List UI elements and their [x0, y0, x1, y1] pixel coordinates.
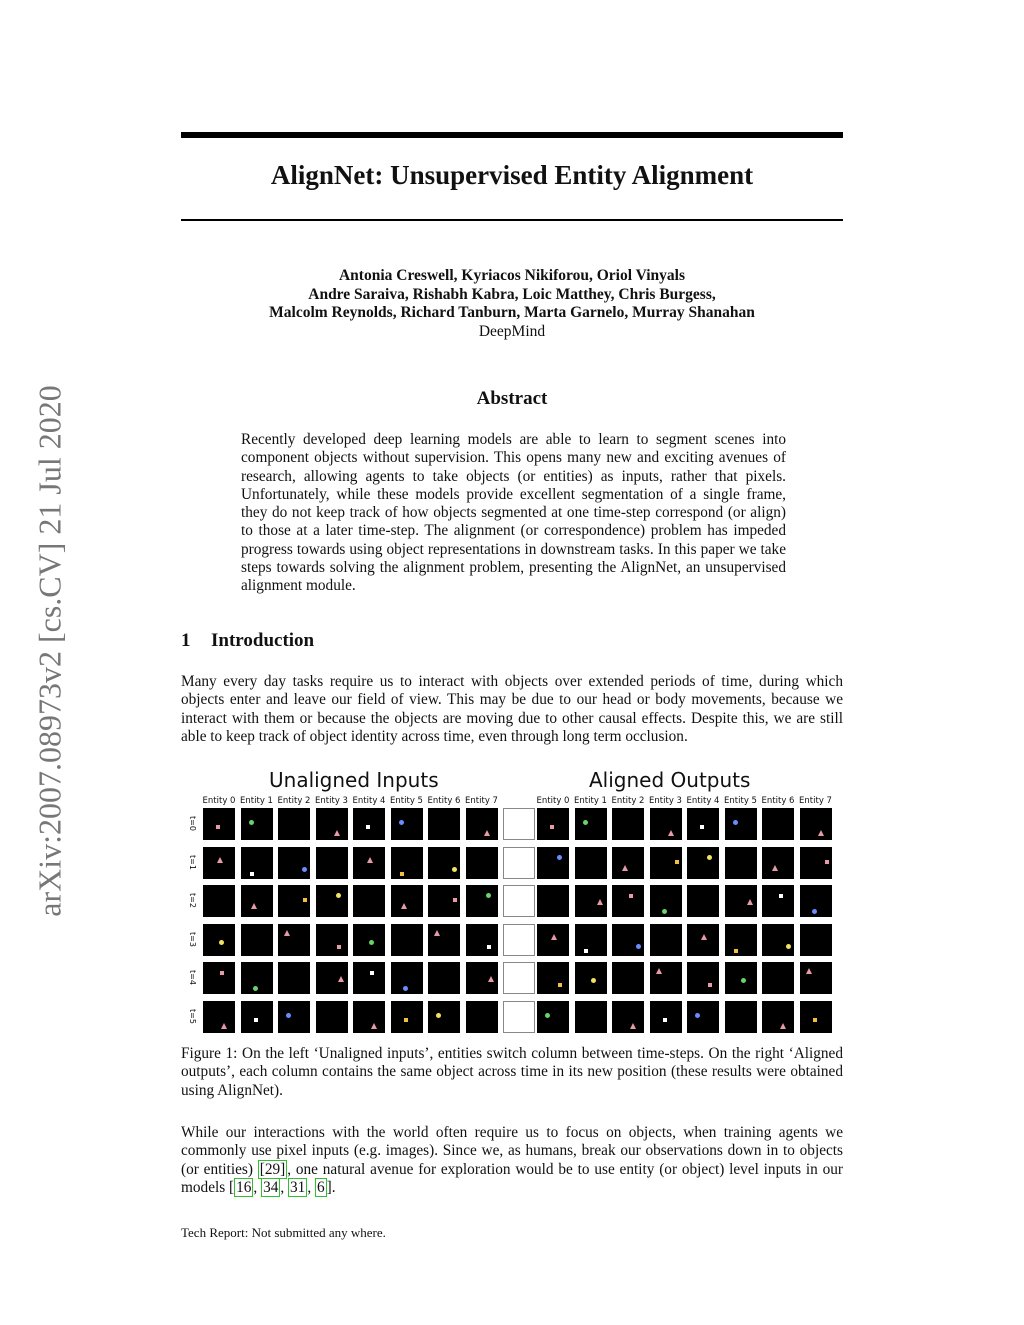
aligned-entity-frame — [650, 1001, 682, 1033]
aligned-entity-frame — [650, 847, 682, 879]
entity-object — [337, 945, 341, 949]
entity-label: Entity 0 — [536, 796, 570, 806]
entity-object — [367, 857, 373, 863]
entity-object — [434, 930, 440, 936]
entity-object — [668, 830, 674, 836]
aligned-entity-frame — [650, 962, 682, 994]
separator-frame — [503, 962, 535, 994]
arxiv-identifier-text: arXiv:2007.08973v2 [cs.CV] 21 Jul 2020 — [31, 385, 68, 917]
unaligned-entity-frame — [316, 924, 348, 956]
unaligned-entity-frame — [278, 885, 310, 917]
aligned-entity-frame — [537, 847, 569, 879]
entity-object — [221, 1023, 227, 1029]
entity-object — [249, 820, 254, 825]
aligned-entity-frame — [800, 808, 832, 840]
entity-object — [487, 945, 491, 949]
unaligned-entity-frame — [466, 962, 498, 994]
section-heading — [181, 630, 314, 652]
entity-object — [254, 1018, 258, 1022]
unaligned-entity-frame — [466, 924, 498, 956]
aligned-entity-frame — [612, 924, 644, 956]
entity-object — [250, 872, 254, 876]
unaligned-entity-frame — [428, 924, 460, 956]
unaligned-entity-frame — [391, 885, 423, 917]
unaligned-entity-frame — [353, 808, 385, 840]
aligned-entity-frame — [800, 1001, 832, 1033]
unaligned-entity-frame — [466, 885, 498, 917]
section-title: Introduction — [211, 630, 315, 651]
abstract-text: Recently developed deep learning models are able to learn to segment scenes into component objects without supervision. This opens many new and exciting avenues of research, allowing agents to take objects (or entities) as inputs, rather that pixels. Unfortunately, while these models provide excellent segmentation of a single frame, they do not keep track of how objects segmented at one time-step correspond (or align) to those at a later time-step. The alignment (or correspondence) problem has impeded progress towards using object representations in downstream tasks. In this paper we take steps towards solving the alignment problem, presenting the AlignNet, an unsupervised alignment module. — [241, 431, 786, 595]
aligned-entity-frame — [687, 924, 719, 956]
aligned-entity-frame — [725, 1001, 757, 1033]
aligned-entity-frame — [725, 847, 757, 879]
time-step-label: t=4 — [188, 970, 197, 985]
entity-object — [336, 893, 341, 898]
entity-object — [550, 825, 554, 829]
unaligned-entity-frame — [278, 924, 310, 956]
unaligned-entity-frame — [466, 847, 498, 879]
entity-object — [400, 872, 404, 876]
unaligned-entity-frame — [466, 808, 498, 840]
entity-object — [219, 940, 224, 945]
aligned-entity-frame — [687, 847, 719, 879]
aligned-entity-frame — [575, 808, 607, 840]
entity-object — [551, 934, 557, 940]
unaligned-entity-frame — [241, 808, 273, 840]
separator-frame — [503, 847, 535, 879]
entity-object — [700, 825, 704, 829]
unaligned-entity-frame — [203, 847, 235, 879]
aligned-entity-frame — [537, 962, 569, 994]
aligned-entity-frame — [650, 885, 682, 917]
aligned-entity-frame — [612, 885, 644, 917]
aligned-entity-frame — [687, 885, 719, 917]
entity-object — [370, 971, 374, 975]
entity-label: Entity 7 — [465, 796, 498, 806]
unaligned-entity-frame — [353, 885, 385, 917]
entity-object — [813, 1018, 817, 1022]
entity-object — [216, 825, 220, 829]
unaligned-entity-frame — [203, 885, 235, 917]
entity-label: Entity 0 — [202, 796, 236, 806]
unaligned-entity-frame — [428, 885, 460, 917]
entity-label: Entity 5 — [724, 796, 757, 806]
aligned-entity-frame — [537, 885, 569, 917]
separator-frame — [503, 885, 535, 917]
entity-object — [453, 898, 457, 902]
unaligned-entity-frame — [241, 1001, 273, 1033]
citation-link[interactable]: 6 — [316, 1178, 325, 1196]
entity-object — [786, 944, 791, 949]
entity-object — [334, 830, 340, 836]
aligned-entity-frame — [800, 924, 832, 956]
entity-object — [557, 855, 562, 860]
author-line-1: Antonia Creswell, Kyriacos Nikiforou, Oriol Vinyals — [338, 267, 686, 284]
entity-object — [371, 1023, 377, 1029]
entity-object — [558, 983, 562, 987]
time-step-label: t=1 — [188, 854, 197, 870]
aligned-entity-frame — [612, 1001, 644, 1033]
entity-object — [484, 830, 490, 836]
intro-paragraph-2-text-a: While our interactions with the world often require us to focus on objects, when training agents we commonly use pixel inputs (e.g. images). Since we, as humans, break our observations down in to objects (or entities) — [181, 1124, 843, 1178]
unaligned-entity-frame — [391, 808, 423, 840]
aligned-entity-frame — [762, 808, 794, 840]
entity-label: Entity 2 — [611, 796, 645, 806]
aligned-entity-frame — [800, 885, 832, 917]
unaligned-entity-frame — [278, 808, 310, 840]
entity-object — [707, 855, 712, 860]
unaligned-entity-frame — [391, 962, 423, 994]
separator-frame — [503, 808, 535, 840]
time-step-label: t=0 — [188, 816, 197, 831]
unaligned-entity-frame — [391, 847, 423, 879]
citation-link[interactable]: [29] — [259, 1160, 286, 1178]
entity-object — [812, 909, 817, 914]
aligned-entity-frame — [800, 847, 832, 879]
entity-object — [545, 1013, 550, 1018]
paper-title: AlignNet: Unsupervised Entity Alignment — [270, 160, 754, 190]
unaligned-entity-frame — [241, 847, 273, 879]
aligned-entity-frame — [650, 808, 682, 840]
time-step-label: t=2 — [188, 893, 197, 908]
entity-object — [338, 976, 344, 982]
entity-label: Entity 6 — [761, 796, 795, 806]
entity-object — [734, 949, 738, 953]
aligned-entity-frame — [762, 1001, 794, 1033]
aligned-entity-frame — [612, 962, 644, 994]
unaligned-entity-frame — [466, 1001, 498, 1033]
separator-frame — [503, 924, 535, 956]
aligned-entity-frame — [575, 1001, 607, 1033]
entity-object — [366, 825, 370, 829]
entity-object — [591, 978, 596, 983]
aligned-entity-frame — [725, 885, 757, 917]
unaligned-entity-frame — [316, 885, 348, 917]
author-line-3: Malcolm Reynolds, Richard Tanburn, Marta Garnelo, Murray Shanahan — [269, 304, 755, 321]
intro-paragraph-2-text-b: , one natural avenue for exploration would be to use entity (or object) level inputs in our models — [181, 1160, 843, 1196]
author-block — [181, 267, 843, 341]
unaligned-entity-frame — [203, 924, 235, 956]
entity-label: Entity 3 — [315, 796, 348, 806]
entity-object — [583, 820, 588, 825]
entity-object — [404, 1018, 408, 1022]
entity-object — [733, 820, 738, 825]
entity-object — [452, 867, 457, 872]
unaligned-entity-frame — [203, 808, 235, 840]
entity-object — [675, 860, 679, 864]
aligned-entity-frame — [687, 1001, 719, 1033]
entity-object — [818, 830, 824, 836]
entity-label: Entity 7 — [799, 796, 832, 806]
aligned-entity-frame — [537, 1001, 569, 1033]
entity-object — [284, 930, 290, 936]
entity-label: Entity 5 — [390, 796, 423, 806]
unaligned-entity-frame — [241, 962, 273, 994]
aligned-entity-frame — [762, 962, 794, 994]
aligned-entity-frame — [725, 962, 757, 994]
entity-object — [436, 1013, 441, 1018]
aligned-entity-frame — [612, 847, 644, 879]
entity-label: Entity 4 — [352, 796, 386, 806]
abstract-heading: Abstract — [476, 388, 548, 409]
entity-object — [629, 894, 633, 898]
unaligned-entity-frame — [316, 847, 348, 879]
entity-object — [217, 857, 223, 863]
aligned-entity-frame — [650, 924, 682, 956]
entity-object — [403, 986, 408, 991]
unaligned-entity-frame — [428, 847, 460, 879]
unaligned-entity-frame — [316, 808, 348, 840]
entity-object — [303, 898, 307, 902]
entity-object — [825, 860, 829, 864]
entity-object — [622, 865, 628, 871]
unaligned-entity-frame — [391, 1001, 423, 1033]
entity-object — [779, 894, 783, 898]
entity-object — [399, 820, 404, 825]
aligned-entity-frame — [612, 808, 644, 840]
unaligned-entity-frame — [353, 1001, 385, 1033]
entity-object — [486, 893, 491, 898]
aligned-entity-frame — [762, 924, 794, 956]
unaligned-entity-frame — [353, 962, 385, 994]
aligned-entity-frame — [575, 885, 607, 917]
entity-label: Entity 6 — [427, 796, 461, 806]
entity-object — [663, 1018, 667, 1022]
aligned-entity-frame — [762, 847, 794, 879]
entity-object — [220, 971, 224, 975]
intro-paragraph-1: Many every day tasks require us to interact with objects over extended periods of time, during which objects enter and leave our field of view. This may be due to our head or body movements, because we interact with them or because the objects are moving due to other causal effects. Despite this, we are still able to keep track of object identity across time, even through long term occlusion. — [181, 673, 843, 745]
entity-object — [772, 865, 778, 871]
entity-object — [488, 976, 494, 982]
entity-object — [741, 978, 746, 983]
title-bottom-rule — [181, 219, 843, 221]
entity-object — [369, 940, 374, 945]
entity-object — [302, 867, 307, 872]
entity-object — [401, 903, 407, 909]
unaligned-entity-frame — [353, 847, 385, 879]
intro-paragraph-2: While our interactions with the world often require us to focus on objects, when training agents we commonly use pixel inputs (e.g. images). Since we, as humans, break our observations down in to objects (or entities) [29] , one natural avenue for exploration would be to use entity (or object) level inputs in our models [ 16 , 34 , 31 , 6 ]. — [181, 1124, 843, 1196]
entity-object — [630, 1023, 636, 1029]
entity-object — [701, 934, 707, 940]
aligned-entity-frame — [537, 808, 569, 840]
intro-paragraph-2-end: . — [331, 1178, 336, 1196]
citation-link[interactable]: 16 — [236, 1178, 252, 1196]
time-step-label: t=5 — [188, 1008, 197, 1024]
aligned-entity-frame — [575, 924, 607, 956]
aligned-entity-frame — [762, 885, 794, 917]
aligned-entity-frame — [537, 924, 569, 956]
unaligned-entity-frame — [203, 962, 235, 994]
citation-link[interactable]: 31 — [290, 1178, 306, 1196]
unaligned-entity-frame — [316, 962, 348, 994]
entity-object — [806, 968, 812, 974]
entity-label: Entity 4 — [686, 796, 720, 806]
aligned-entity-frame — [725, 808, 757, 840]
entity-label: Entity 1 — [574, 796, 607, 806]
title-top-rule — [181, 132, 843, 138]
entity-object — [253, 986, 258, 991]
unaligned-entity-frame — [428, 808, 460, 840]
author-line-2: Andre Saraiva, Rishabh Kabra, Loic Matthey, Chris Burgess, — [308, 285, 716, 303]
entity-object — [708, 983, 712, 987]
entity-label: Entity 1 — [240, 796, 273, 806]
unaligned-entity-frame — [203, 1001, 235, 1033]
entity-label: Entity 2 — [277, 796, 311, 806]
entity-object — [747, 899, 753, 905]
entity-object — [251, 903, 257, 909]
unaligned-entity-frame — [278, 847, 310, 879]
unaligned-entity-frame — [278, 962, 310, 994]
unaligned-entity-frame — [428, 1001, 460, 1033]
separator-frame — [503, 1001, 535, 1033]
footnote: Tech Report: Not submitted any where. — [181, 1225, 386, 1240]
citation-link[interactable]: 34 — [263, 1178, 279, 1196]
figure-caption: Figure 1: On the left ‘Unaligned inputs’, entities switch column between time-steps. On the right ‘Aligned outputs’, each column contains the same object across time in its new position (these results were obtained using AlignNet). — [181, 1045, 843, 1099]
figure-right-title: Aligned Outputs — [589, 768, 751, 792]
unaligned-entity-frame — [278, 1001, 310, 1033]
aligned-entity-frame — [687, 808, 719, 840]
unaligned-entity-frame — [428, 962, 460, 994]
figure-left-title: Unaligned Inputs — [269, 768, 439, 792]
unaligned-entity-frame — [353, 924, 385, 956]
figure-1 — [181, 764, 843, 1040]
time-step-label: t=3 — [188, 931, 197, 947]
entity-object — [636, 944, 641, 949]
entity-object — [286, 1013, 291, 1018]
aligned-entity-frame — [575, 847, 607, 879]
section-number: 1 — [181, 630, 191, 651]
entity-object — [656, 968, 662, 974]
aligned-entity-frame — [687, 962, 719, 994]
entity-object — [584, 949, 588, 953]
aligned-entity-frame — [575, 962, 607, 994]
unaligned-entity-frame — [241, 924, 273, 956]
unaligned-entity-frame — [241, 885, 273, 917]
affiliation: DeepMind — [478, 322, 546, 340]
unaligned-entity-frame — [316, 1001, 348, 1033]
aligned-entity-frame — [800, 962, 832, 994]
entity-object — [662, 909, 667, 914]
entity-object — [780, 1023, 786, 1029]
entity-label: Entity 3 — [649, 796, 682, 806]
entity-object — [695, 1013, 700, 1018]
entity-object — [597, 899, 603, 905]
unaligned-entity-frame — [391, 924, 423, 956]
aligned-entity-frame — [725, 924, 757, 956]
